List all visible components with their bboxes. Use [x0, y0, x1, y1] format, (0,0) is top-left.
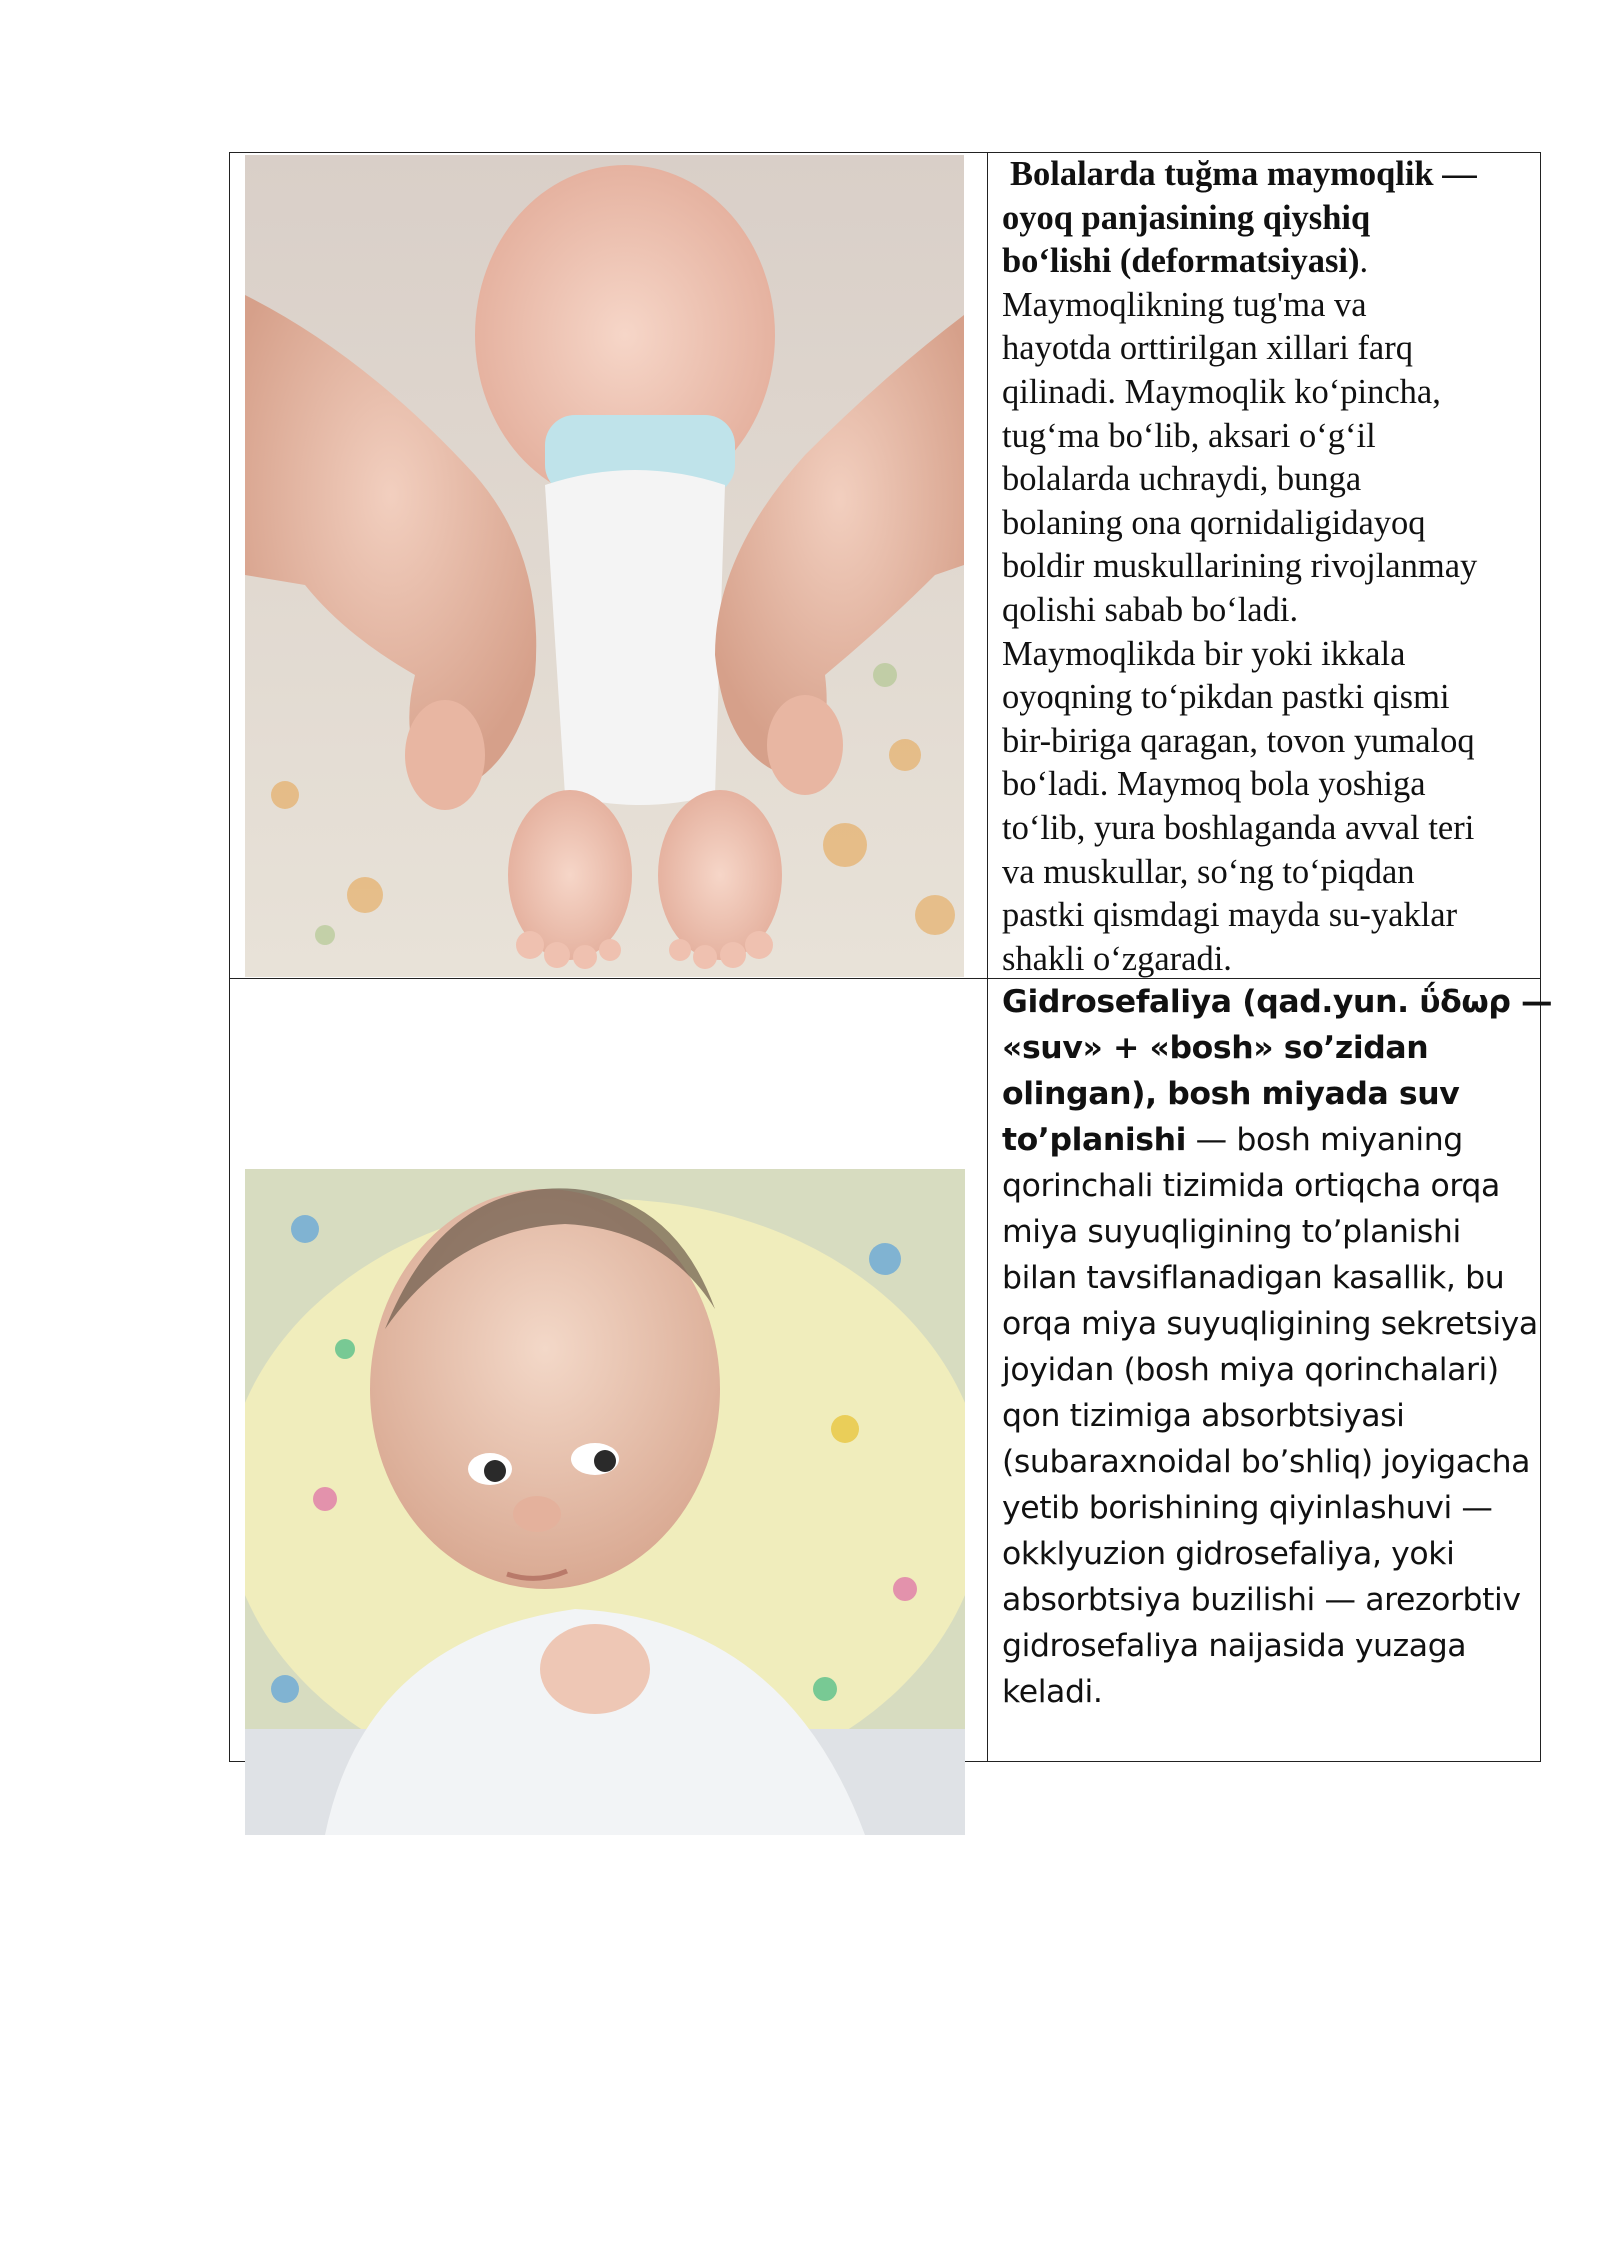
- body-text-line: shakli oʻzgaradi.: [1002, 939, 1232, 978]
- hydrocephalus-description: [1002, 979, 1553, 1715]
- clubfoot-title-line-2: oyoq panjasining qiyshiq: [1002, 198, 1371, 237]
- body-text-line: bolalarda uchraydi, bunga: [1002, 460, 1362, 499]
- body-text-line: miya suyuqligining to’planishi: [1002, 1214, 1461, 1250]
- body-text-line: qon tizimiga absorbtsiyasi: [1002, 1398, 1405, 1434]
- clubfoot-description: [1002, 153, 1532, 981]
- body-text-line: oyoqning toʻpikdan pastki qismi: [1002, 678, 1450, 717]
- hydrocephalus-body: [1002, 1163, 1538, 1715]
- body-text-line: qilinadi. Maymoqlik koʻpincha,: [1002, 372, 1441, 411]
- clubfoot-title: Bolalarda tuğma maymoqlik —: [1010, 155, 1477, 193]
- body-text-line: qorinchali tizimida ortiqcha orqa: [1002, 1168, 1500, 1204]
- clubfoot-body: [1002, 284, 1532, 982]
- hydrocephalus-title: [1002, 979, 1553, 1117]
- body-text-line: boʻladi. Maymoq bola yoshiga: [1002, 765, 1426, 804]
- body-text-line: toʻlib, yura boshlaganda avval teri: [1002, 808, 1475, 847]
- body-text-line: tugʻma boʻlib, aksari oʻgʻil: [1002, 416, 1376, 455]
- body-text-line: gidrosefaliya naijasida yuzaga: [1002, 1628, 1467, 1664]
- document-table: [229, 152, 1553, 1762]
- hydrocephalus-title-end: to’planishi: [1002, 1122, 1187, 1158]
- body-text-line: bir-biriga qaragan, tovon yumaloq: [1002, 721, 1475, 760]
- body-text-line: bolaning ona qornidaligidayoq: [1002, 503, 1426, 542]
- body-text-line: hayotda orttirilgan xillari farq: [1002, 329, 1413, 368]
- hydrocephalus-body-start: — bosh miyaning: [1186, 1122, 1463, 1158]
- table-row-clubfoot: [230, 153, 1540, 979]
- body-text-line: Maymoqlikda bir yoki ikkala: [1002, 634, 1406, 673]
- table-row-hydrocephalus: [230, 979, 1553, 1761]
- body-text-line: keladi.: [1002, 1674, 1103, 1710]
- body-text-line: (subaraxnoidal bo’shliq) joyigacha: [1002, 1444, 1531, 1480]
- body-text-line: pastki qismdagi mayda su-yaklar: [1002, 896, 1458, 935]
- title-text-line: Gidrosefaliya (qad.yun. ΰδωρ —: [1002, 984, 1553, 1020]
- body-text-line: bilan tavsiflanadigan kasallik, bu: [1002, 1260, 1505, 1296]
- body-text-line: Maymoqlikning tug'ma va: [1002, 285, 1367, 324]
- body-text-line: absorbtsiya buzilishi — arezorbtiv: [1002, 1582, 1521, 1618]
- body-text-line: va muskullar, soʻng toʻpiqdan: [1002, 852, 1415, 891]
- body-text-line: okklyuzion gidrosefaliya, yoki: [1002, 1536, 1455, 1572]
- body-text-line: qolishi sabab boʻladi.: [1002, 590, 1299, 629]
- clubfoot-title-period: .: [1359, 242, 1369, 281]
- body-text-line: joyidan (bosh miya qorinchalari): [1002, 1352, 1499, 1388]
- clubfoot-photo: [245, 155, 964, 977]
- body-text-line: boldir muskullarining rivojlanmay: [1002, 547, 1478, 586]
- title-text-line: «suv» + «bosh» so’zidan: [1002, 1030, 1429, 1066]
- clubfoot-title-line-3: boʻlishi (deformatsiyasi): [1002, 242, 1360, 281]
- body-text-line: orqa miya suyuqligining sekretsiya: [1002, 1306, 1538, 1342]
- hydrocephalus-photo: [245, 1169, 965, 1835]
- body-text-line: yetib borishining qiyinlashuvi —: [1002, 1490, 1493, 1526]
- title-text-line: olingan), bosh miyada suv: [1002, 1076, 1460, 1112]
